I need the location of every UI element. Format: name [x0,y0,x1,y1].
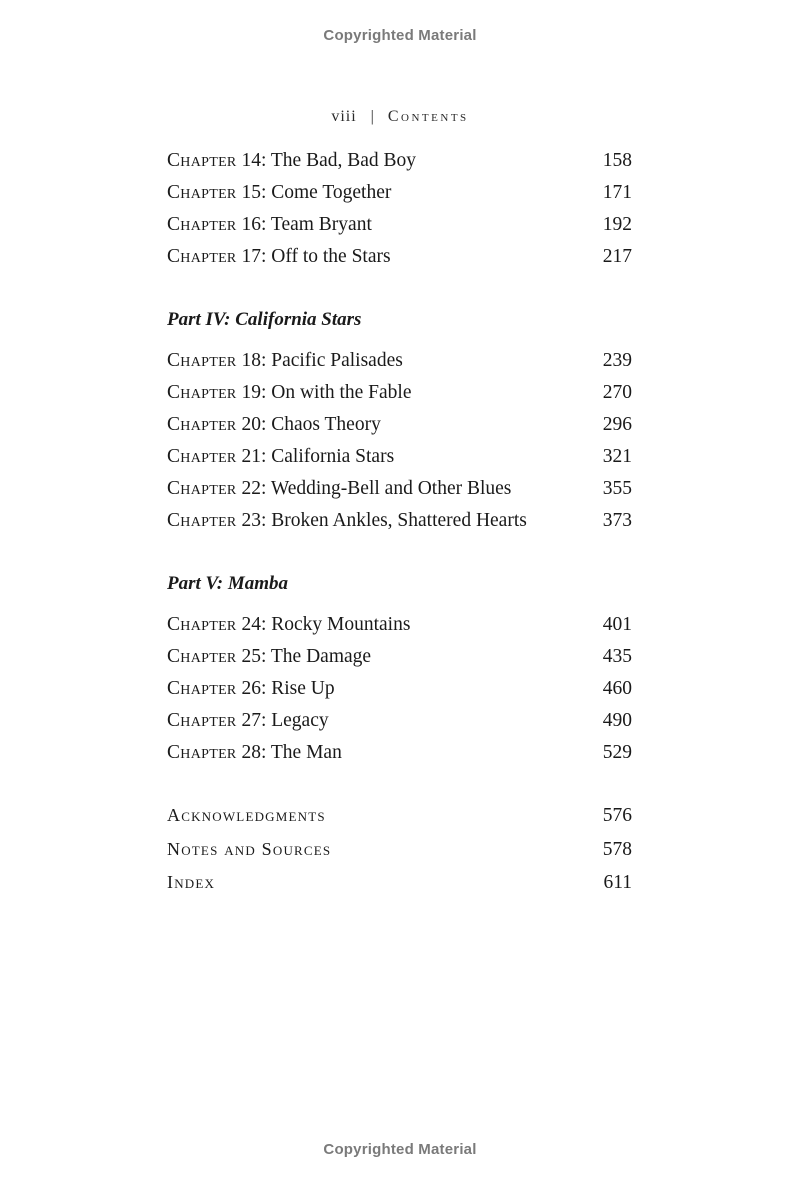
running-head-section: Contents [387,108,469,125]
backmatter-entry [167,866,632,900]
chapter-number: 14 [241,150,261,171]
toc-entry [167,409,632,441]
chapter-title: Come Together [271,182,392,203]
page-number: 401 [602,614,632,635]
chapter-number: 28 [241,742,261,763]
backmatter-title: Acknowledgments [167,805,326,825]
toc-entry-label: Chapter 14: The Bad, Bad Boy [167,150,417,171]
chapter-prefix: Chapter [167,382,237,403]
page-number: 576 [602,805,632,826]
toc-entry-label: Chapter 21: California Stars [167,446,395,467]
running-head [0,108,800,126]
chapter-number: 24 [241,614,261,635]
chapter-prefix: Chapter [167,510,237,531]
toc-entry [167,473,632,505]
chapter-title: The Bad, Bad Boy [270,150,417,171]
chapter-title: Pacific Palisades [271,350,403,371]
toc-entry [167,673,632,705]
toc-entry-label: Chapter 22: Wedding-Bell and Other Blues [167,478,512,499]
page-number: 435 [602,646,632,667]
chapter-title: Off to the Stars [271,246,391,267]
toc-entry [167,737,632,769]
page-number: 355 [602,478,632,499]
chapter-number: 15 [241,182,261,203]
backmatter-list [167,799,632,900]
page-number: 158 [602,150,632,171]
toc-entry-label: Chapter 28: The Man [167,742,342,763]
page-number: 192 [602,214,632,235]
toc-entry [167,241,632,273]
page-folio: viii [331,108,357,125]
toc-entry [167,345,632,377]
chapter-prefix: Chapter [167,414,237,435]
backmatter-entry [167,799,632,833]
chapter-number: 16 [241,214,261,235]
chapter-prefix: Chapter [167,150,237,171]
chapter-prefix: Chapter [167,350,237,371]
page-number: 490 [602,710,632,731]
chapter-title: The Damage [270,646,372,667]
chapter-title: Broken Ankles, Shattered Hearts [271,510,527,531]
page-number: 296 [602,414,632,435]
page-number: 373 [602,510,632,531]
part-title: Part IV: California Stars [167,309,362,330]
page-number: 578 [602,838,632,860]
chapter-title: Rocky Mountains [271,614,411,635]
chapter-title: Rise Up [271,678,335,699]
toc-entry [167,705,632,737]
chapter-number: 19 [241,382,261,403]
toc-group [167,567,632,769]
chapter-title: California Stars [271,446,395,467]
page-number: 217 [602,246,632,267]
copyright-watermark-top: Copyrighted Material [323,27,477,44]
chapter-title: Wedding-Bell and Other Blues [270,478,512,499]
chapter-title: Team Bryant [270,214,372,235]
table-of-contents [167,145,632,900]
backmatter-title: Notes and Sources [167,838,332,859]
chapter-title: On with the Fable [271,382,412,403]
chapter-number: 18 [241,350,261,371]
toc-entry [167,177,632,209]
chapter-prefix: Chapter [167,446,237,467]
toc-entry-label: Chapter 25: The Damage [167,646,372,667]
toc-entry-label: Chapter 23: Broken Ankles, Shattered Hearts [167,510,527,531]
toc-entry-label: Chapter 17: Off to the Stars [167,246,391,267]
toc-entry [167,505,632,537]
page-number: 529 [602,742,632,763]
chapter-number: 26 [241,678,261,699]
toc-entry-label: Chapter 27: Legacy [167,710,329,731]
toc-group [167,303,632,537]
chapter-number: 20 [241,414,261,435]
toc-entry-label: Chapter 24: Rocky Mountains [167,614,411,635]
chapter-prefix: Chapter [167,678,237,699]
toc-entry [167,641,632,673]
toc-entry-label: Chapter 16: Team Bryant [167,214,372,235]
toc-entry-label: Chapter 26: Rise Up [167,678,335,699]
copyright-watermark-bottom: Copyrighted Material [323,1141,477,1158]
toc-entry-label: Chapter 19: On with the Fable [167,382,412,403]
chapter-title: Legacy [271,710,329,731]
chapter-prefix: Chapter [167,246,237,267]
chapter-prefix: Chapter [167,478,237,499]
page-number: 239 [602,350,632,371]
chapter-number: 21 [241,446,261,467]
chapter-number: 27 [241,710,261,731]
chapter-title: Chaos Theory [271,414,381,435]
chapter-number: 22 [241,478,261,499]
toc-entry-label: Chapter 18: Pacific Palisades [167,350,403,371]
chapter-prefix: Chapter [167,710,237,731]
chapter-title: The Man [270,742,342,763]
part-title: Part V: Mamba [167,573,289,594]
chapter-number: 25 [241,646,261,667]
page-number: 270 [602,382,632,403]
chapter-prefix: Chapter [167,646,237,667]
toc-entry-label: Chapter 15: Come Together [167,182,392,203]
chapter-prefix: Chapter [167,182,237,203]
chapter-prefix: Chapter [167,614,237,635]
page-number: 611 [603,872,632,893]
backmatter-entry [167,833,632,867]
chapter-prefix: Chapter [167,214,237,235]
chapter-prefix: Chapter [167,742,237,763]
toc-entry [167,441,632,473]
backmatter-title: Index [167,872,216,892]
toc-entry [167,209,632,241]
page-number: 460 [602,678,632,699]
running-head-separator: | [370,108,374,125]
page-number: 171 [602,182,632,203]
toc-entry [167,145,632,177]
toc-entry-label: Chapter 20: Chaos Theory [167,414,381,435]
toc-entry [167,609,632,641]
chapter-number: 17 [241,246,261,267]
chapter-number: 23 [241,510,261,531]
toc-group [167,145,632,273]
toc-entry [167,377,632,409]
page-number: 321 [602,446,632,467]
